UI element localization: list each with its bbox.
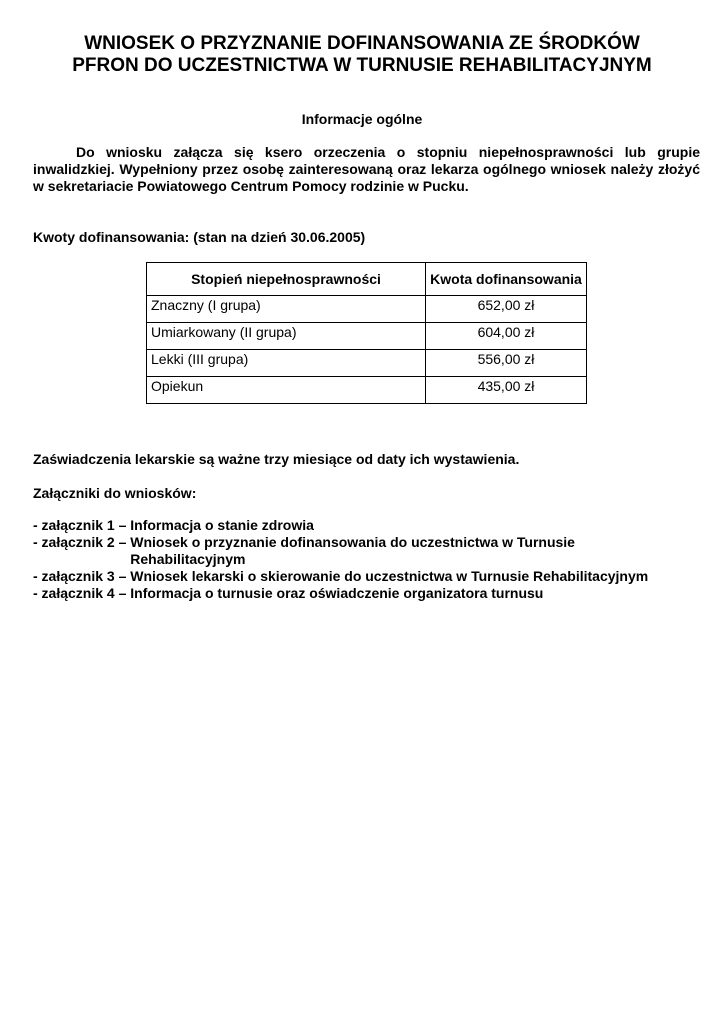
- degree-cell: Lekki (III grupa): [147, 350, 426, 377]
- table-header-row: [147, 263, 587, 296]
- amount-cell: 652,00 zł: [426, 296, 587, 323]
- intro-paragraph: Do wniosku załącza się ksero orzeczenia o stopniu niepełnosprawności lub grupie inwalidzkiej. Wypełniony przez osobę zainteresowaną oraz lekarza ogólnego wniosek należy złożyć w sekretariacie Powiatowego Centrum Pomocy rodzinie w Pucku.: [33, 144, 700, 194]
- column-header-degree: Stopień niepełnosprawności: [147, 263, 426, 296]
- amount-cell: 435,00 zł: [426, 377, 587, 404]
- funding-table: [146, 262, 587, 404]
- attachment-prefix: - załącznik 4 –: [33, 585, 131, 601]
- attachments-heading: Załączniki do wniosków:: [33, 485, 197, 501]
- list-item: [33, 568, 713, 585]
- attachment-text: Wniosek o przyznanie dofinansowania do uczestnictwa w Turnusie Rehabilitacyjnym: [130, 534, 575, 567]
- attachment-text: Informacja o turnusie oraz oświadczenie organizatora turnusu: [130, 585, 544, 601]
- document-title: [30, 33, 694, 77]
- degree-cell: Opiekun: [147, 377, 426, 404]
- amount-cell: 604,00 zł: [426, 323, 587, 350]
- title-line-1: WNIOSEK O PRZYZNANIE DOFINANSOWANIA ZE ŚRODKÓW: [84, 33, 640, 54]
- title-line-2: PFRON DO UCZESTNICTWA W TURNUSIE REHABILITACYJNYM: [72, 55, 652, 76]
- attachment-prefix: - załącznik 2 –: [33, 534, 131, 550]
- section-subtitle: Informacje ogólne: [301, 111, 423, 127]
- attachment-prefix: - załącznik 1 –: [33, 517, 131, 533]
- amount-cell: 556,00 zł: [426, 350, 587, 377]
- table-row: [147, 296, 587, 323]
- table-row: [147, 350, 587, 377]
- attachment-text: Informacja o stanie zdrowia: [130, 517, 314, 533]
- table-row: [147, 323, 587, 350]
- attachment-text: Wniosek lekarski o skierowanie do uczestnictwa w Turnusie Rehabilitacyjnym: [130, 568, 649, 584]
- degree-cell: Umiarkowany (II grupa): [147, 323, 426, 350]
- table-row: [147, 377, 587, 404]
- amounts-heading: Kwoty dofinansowania: (stan na dzień 30.06.2005): [33, 229, 366, 245]
- column-header-amount: Kwota dofinansowania: [426, 263, 587, 296]
- attachment-prefix: - załącznik 3 –: [33, 568, 131, 584]
- list-item: [33, 534, 713, 568]
- validity-note: Zaświadczenia lekarskie są ważne trzy miesiące od daty ich wystawienia.: [33, 451, 520, 467]
- list-item: [33, 585, 713, 602]
- list-item: [33, 517, 713, 534]
- degree-cell: Znaczny (I grupa): [147, 296, 426, 323]
- attachments-list: [33, 517, 713, 602]
